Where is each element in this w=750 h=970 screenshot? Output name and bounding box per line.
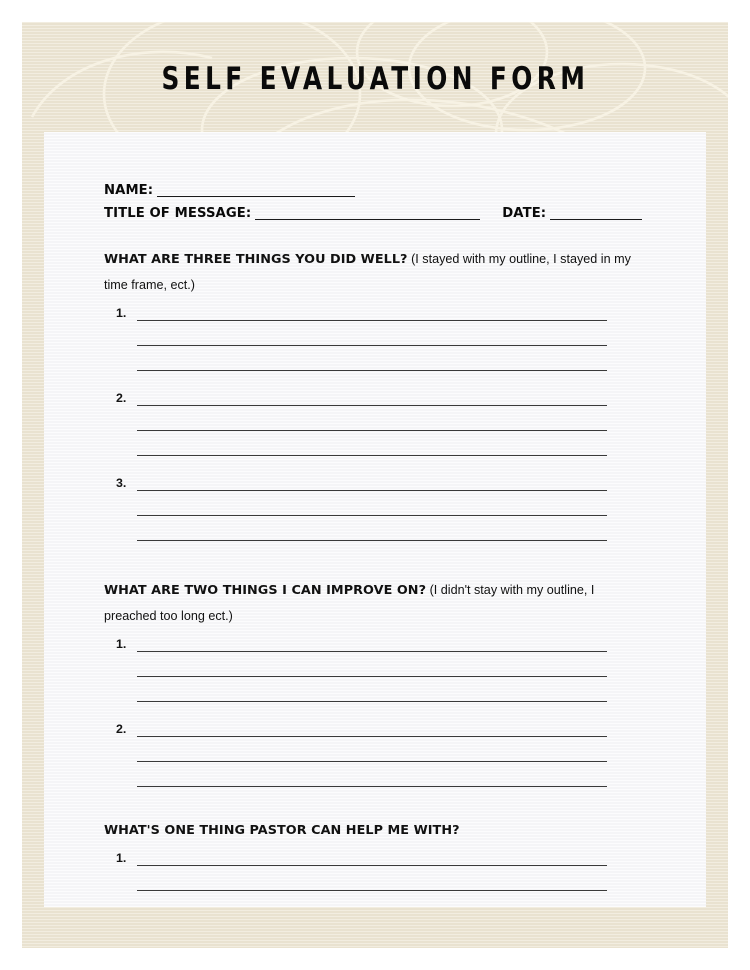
- title-of-message-label: TITLE OF MESSAGE:: [104, 206, 252, 221]
- write-on-line[interactable]: [137, 478, 607, 491]
- answer-lines: [137, 393, 632, 456]
- write-on-line[interactable]: [137, 853, 607, 866]
- section-heading-2: [104, 577, 632, 629]
- section-heading-3: [104, 817, 632, 843]
- write-on-line[interactable]: [137, 491, 607, 516]
- write-on-line[interactable]: [137, 431, 607, 456]
- answer-item: [104, 639, 632, 702]
- write-on-line[interactable]: [137, 737, 607, 762]
- answer-item: [104, 853, 632, 907]
- write-on-line[interactable]: [137, 724, 607, 737]
- section-2-hint: (I didn't stay with my outline, I preached too long ect.): [104, 583, 595, 623]
- answer-lines: [137, 853, 632, 907]
- item-number: 1.: [116, 851, 127, 865]
- answer-item: [104, 478, 632, 541]
- write-on-line[interactable]: [137, 677, 607, 702]
- write-on-line[interactable]: [137, 406, 607, 431]
- write-on-line[interactable]: [137, 639, 607, 652]
- section-1-items: [104, 308, 632, 541]
- date-label: DATE:: [502, 206, 547, 221]
- write-on-line[interactable]: [137, 762, 607, 787]
- write-on-line[interactable]: [137, 516, 607, 541]
- write-on-line[interactable]: [137, 393, 607, 406]
- name-label: NAME:: [104, 183, 154, 198]
- name-input[interactable]: [157, 183, 355, 197]
- answer-lines: [137, 308, 632, 371]
- date-input[interactable]: [550, 206, 642, 220]
- write-on-line[interactable]: [137, 652, 607, 677]
- answer-item: [104, 308, 632, 371]
- printed-page: [22, 22, 728, 948]
- item-number: 1.: [116, 306, 127, 320]
- answer-item: [104, 393, 632, 456]
- field-row-name: [104, 180, 632, 201]
- answer-lines: [137, 478, 632, 541]
- write-on-line[interactable]: [137, 891, 607, 907]
- field-row-title-date: [104, 203, 632, 224]
- section-2-question: WHAT ARE TWO THINGS I CAN IMPROVE ON?: [104, 583, 427, 598]
- item-number: 2.: [116, 722, 127, 736]
- page-title: SELF EVALUATION FORM: [161, 61, 589, 97]
- answer-lines: [137, 724, 632, 787]
- item-number: 1.: [116, 637, 127, 651]
- section-1-question: WHAT ARE THREE THINGS YOU DID WELL?: [104, 252, 408, 267]
- write-on-line[interactable]: [137, 321, 607, 346]
- section-1-hint: (I stayed with my outline, I stayed in my time frame, ect.): [104, 252, 631, 292]
- section-3-items: [104, 853, 632, 907]
- section-heading-1: [104, 246, 632, 298]
- write-on-line[interactable]: [137, 346, 607, 371]
- section-2-items: [104, 639, 632, 787]
- answer-lines: [137, 639, 632, 702]
- form-card: [44, 132, 706, 907]
- title-band: [22, 62, 728, 96]
- item-number: 2.: [116, 391, 127, 405]
- write-on-line[interactable]: [137, 308, 607, 321]
- write-on-line[interactable]: [137, 866, 607, 891]
- form-body: [104, 180, 632, 907]
- section-3-question: WHAT'S ONE THING PASTOR CAN HELP ME WITH?: [104, 823, 460, 838]
- title-of-message-input[interactable]: [255, 206, 480, 220]
- item-number: 3.: [116, 476, 127, 490]
- answer-item: [104, 724, 632, 787]
